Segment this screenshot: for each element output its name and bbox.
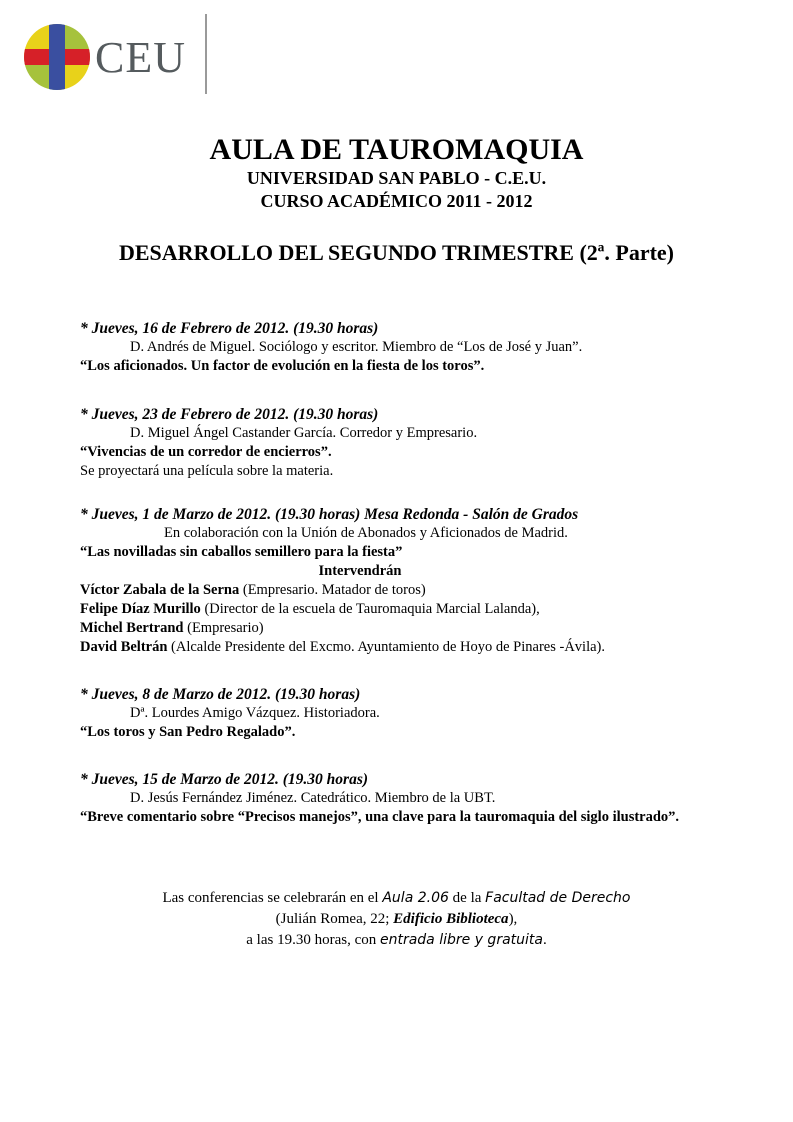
footer-text: a las 19.30 horas, con <box>246 932 380 948</box>
academic-year: CURSO ACADÉMICO 2011 - 2012 <box>260 191 533 211</box>
participant <box>80 581 740 600</box>
footer-faculty: Facultad de Derecho <box>485 890 631 906</box>
event-date: * Jueves, 15 de Marzo de 2012. (19.30 horas) <box>80 771 369 788</box>
participant-name: Víctor Zabala de la Serna <box>80 582 240 598</box>
participant-name: David Beltrán <box>80 639 168 655</box>
participant-name: Felipe Díaz Murillo <box>80 601 201 617</box>
footer-text: de la <box>448 890 486 906</box>
footer-text: Las conferencias se celebrarán en el <box>162 890 383 906</box>
participant-role: (Empresario) <box>183 620 264 636</box>
logo-text: CEU <box>95 33 186 82</box>
event-item <box>80 505 740 657</box>
participant-role: (Alcalde Presidente del Excmo. Ayuntamiento de Hoyo de Pinares -Ávila). <box>167 639 605 655</box>
event-item <box>80 319 740 376</box>
page-title: AULA DE TAUROMAQUIA <box>209 133 584 166</box>
event-talk-title: “Vivencias de un corredor de encierros”. <box>80 444 332 460</box>
footer-text: (Julián Romea, 22; <box>275 911 394 927</box>
event-date: * Jueves, 23 de Febrero de 2012. (19.30 horas) <box>80 406 379 423</box>
event-talk-title: “Los aficionados. Un factor de evolución en la fiesta de los toros”. <box>80 358 485 374</box>
university-name: UNIVERSIDAD SAN PABLO - C.E.U. <box>246 168 547 188</box>
logo-divider <box>205 14 207 94</box>
footer-info <box>0 888 793 951</box>
event-date: * Jueves, 8 de Marzo de 2012. (19.30 horas) <box>80 686 361 703</box>
ceu-emblem-icon <box>22 22 92 92</box>
event-date: * Jueves, 16 de Febrero de 2012. (19.30 horas) <box>80 320 379 337</box>
footer-text: . <box>542 932 547 948</box>
participant-role: (Director de la escuela de Tauromaquia Marcial Lalanda), <box>200 601 540 617</box>
event-speaker: D. Jesús Fernández Jiménez. Catedrático. Miembro de la UBT. <box>130 790 496 806</box>
event-item <box>80 770 740 827</box>
event-item <box>80 685 740 742</box>
footer-building: Edificio Biblioteca <box>393 911 509 927</box>
participants-label: Intervendrán <box>318 563 402 579</box>
event-talk-title: “Breve comentario sobre “Precisos manejos”, una clave para la tauromaquia del siglo ilustrado”. <box>80 809 680 825</box>
event-speaker: Dª. Lourdes Amigo Vázquez. Historiadora. <box>130 705 380 721</box>
participant-name: Michel Bertrand <box>80 620 184 636</box>
participant <box>80 600 740 619</box>
footer-text: ), <box>508 911 518 927</box>
event-note: Se proyectará una película sobre la materia. <box>80 463 334 479</box>
footer-room: Aula 2.06 <box>382 890 449 906</box>
event-date: * Jueves, 1 de Marzo de 2012. (19.30 horas) Mesa Redonda - Salón de Grados <box>80 506 579 523</box>
event-item <box>80 405 740 481</box>
footer-line-address <box>0 909 793 930</box>
ceu-logo <box>22 14 222 100</box>
event-speaker: D. Andrés de Miguel. Sociólogo y escritor. Miembro de “Los de José y Juan”. <box>130 339 583 355</box>
participant <box>80 619 740 638</box>
section-title: DESARROLLO DEL SEGUNDO TRIMESTRE (2ª. Parte) <box>118 240 675 265</box>
footer-line-time <box>0 930 793 951</box>
footer-entry: entrada libre y gratuita <box>379 932 543 948</box>
participant-role: (Empresario. Matador de toros) <box>239 582 426 598</box>
event-talk-title: “Las novilladas sin caballos semillero para la fiesta” <box>80 544 403 560</box>
event-speaker: D. Miguel Ángel Castander García. Corredor y Empresario. <box>130 425 478 441</box>
footer-line-location <box>0 888 793 909</box>
event-talk-title: “Los toros y San Pedro Regalado”. <box>80 724 296 740</box>
participant <box>80 638 740 657</box>
event-collaboration: En colaboración con la Unión de Abonados y Aficionados de Madrid. <box>164 525 568 541</box>
